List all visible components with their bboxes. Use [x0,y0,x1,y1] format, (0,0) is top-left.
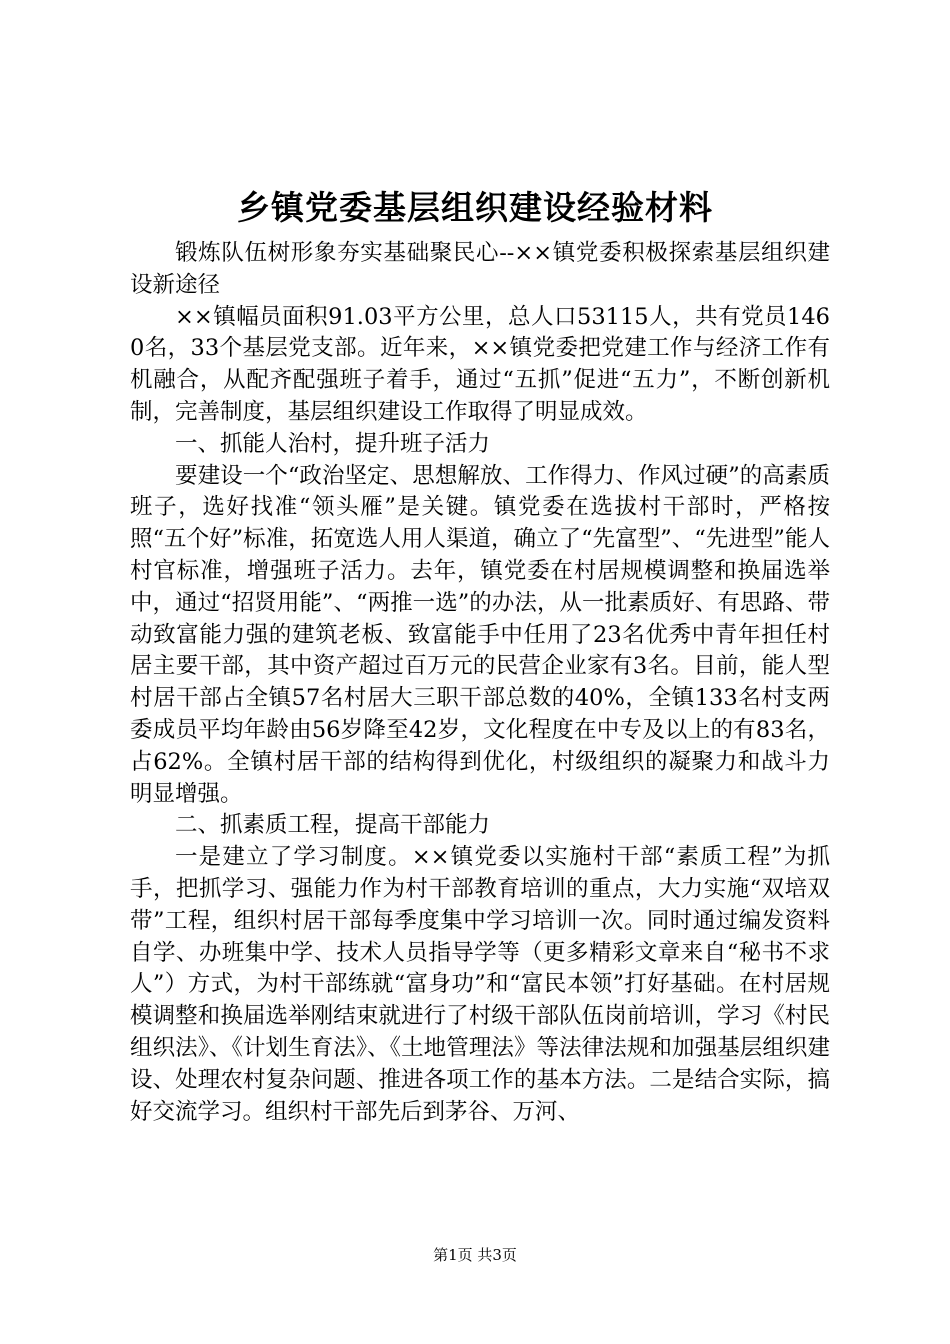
section-heading-2: 二、抓素质工程，提高干部能力 [175,812,491,839]
section-1-paragraph: 要建设一个“政治坚定、思想解放、工作得力、作风过硬”的高素质班子，选好找准“领头雁”是关键。镇党委在选拔村干部时，严格按照“五个好”标准，拓宽选人用人渠道，确立了“先富型”、“先进型”能人村官标准，增强班子活力。去年，镇党委在村居规模调整和换届选举中，通过“招贤用能”、“两推一选”的办法，从一批素质好、有思路、带动致富能力强的建筑老板、致富能手中任用了23名优秀中青年担任村居主要干部，其中资产超过百万元的民营企业家有3名。目前，能人型村居干部占全镇57名村居大三职干部总数的40%，全镇133名村支两委成员平均年龄由56岁降至42岁，文化程度在中专及以上的有83名，占62%。全镇村居干部的结构得到优化，村级组织的凝聚力和战斗力明显增强。 [130,462,830,807]
document-body [130,238,830,1128]
page-footer: 第1页 共3页 [433,1246,517,1264]
intro-paragraph: ××镇幅员面积91.03平方公里，总人口53115人，共有党员1460名，33个基层党支部。近年来，××镇党委把党建工作与经济工作有机融合，从配齐配强班子着手，通过“五抓”促进“五力”，不断创新机制，完善制度，基层组织建设工作取得了明显成效。 [130,303,830,425]
section-2-paragraph: 一是建立了学习制度。××镇党委以实施村干部“素质工程”为抓手，把抓学习、强能力作为村干部教育培训的重点，大力实施“双培双带”工程，组织村居干部每季度集中学习培训一次。同时通过编发资料自学、办班集中学、技术人员指导学等（更多精彩文章来自“秘书不求人”）方式，为村干部练就“富身功”和“富民本领”打好基础。在村居规模调整和换届选举刚结束就进行了村级干部队伍岗前培训，学习《村民组织法》、《计划生育法》、《土地管理法》等法律法规和加强基层组织建设、处理农村复杂问题、推进各项工作的基本方法。二是结合实际，搞好交流学习。组织村干部先后到茅谷、万河、 [130,844,830,1125]
subtitle-paragraph: 锻炼队伍树形象夯实基础聚民心--××镇党委积极探索基层组织建设新途径 [130,240,830,298]
section-heading-1: 一、抓能人治村，提升班子活力 [175,430,491,457]
document-title: 乡镇党委基层组织建设经验材料 [237,188,713,227]
